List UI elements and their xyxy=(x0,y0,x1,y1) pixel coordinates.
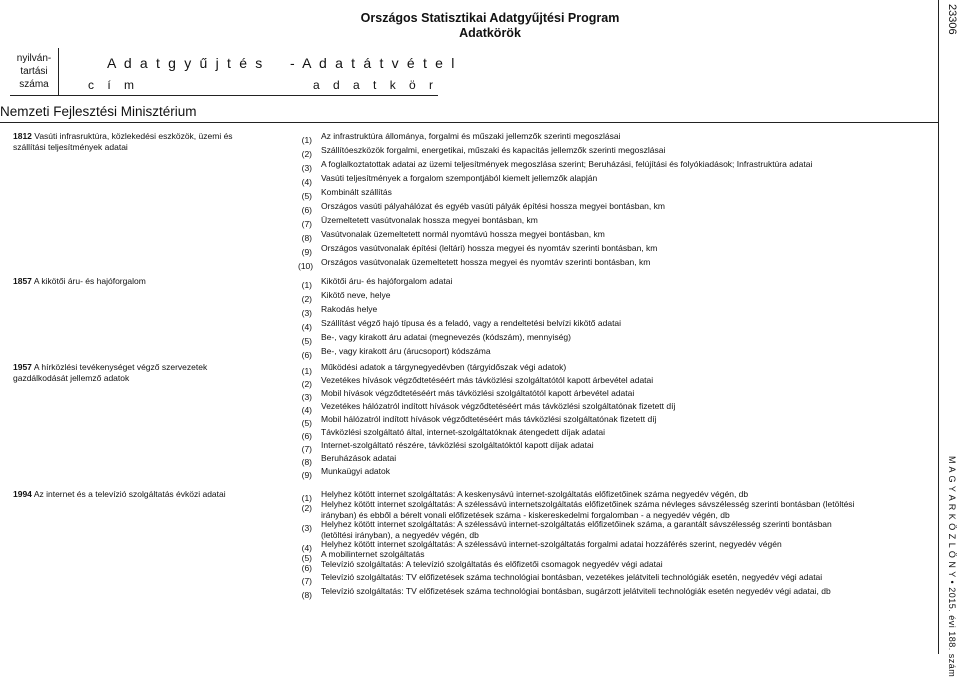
collection-code: 1812 xyxy=(13,131,32,141)
item-description: Országos vasúti pályahálózat és egyéb vasúti pályák építési hossza megyei bontásban, km xyxy=(321,201,665,211)
item-number: (4) xyxy=(301,543,312,553)
item-description: Vasútvonalak üzemeltetett normál nyomtávú hossza megyei bontásban, km xyxy=(321,229,605,239)
item-description: Rakodás helye xyxy=(321,304,378,314)
item-number: (2) xyxy=(301,503,312,513)
item-description: Vasúti teljesítmények a forgalom szempontjából kiemelt jellemzők alapján xyxy=(321,173,598,183)
item-description: Szállítást végző hajó típusa és a feladó, vagy a rendeltetési belvízi kikötő adatai xyxy=(321,318,622,328)
item-description: Kikötői áru- és hajóforgalom adatai xyxy=(321,276,453,286)
item-description: Helyhez kötött internet szolgáltatás: A szélessávú internet-szolgáltatás előfizetőinek száma, a garantált sávszélesség szerinti bontásban (letöltési irányban), a negyedév végén, db xyxy=(321,519,832,540)
item-number: (4) xyxy=(301,177,312,187)
header-divider xyxy=(58,48,59,96)
collection-code: 1857 xyxy=(13,276,32,286)
item-description: Helyhez kötött internet szolgáltatás: A szélessávú internet-szolgáltatás forgalmi adatai hozzáférés szerint, negyedév végén xyxy=(321,539,782,549)
item-description: Országos vasútvonalak építési (leltári) hossza megyei és nyomtáv szerinti bontásban, km xyxy=(321,243,658,253)
item-number: (1) xyxy=(301,493,312,503)
item-description: Be-, vagy kirakott áru (árucsoport) kódszáma xyxy=(321,346,491,356)
item-number: (10) xyxy=(298,261,314,271)
collection-heading: A d a t g y ű j t é s xyxy=(107,55,265,71)
item-description: A foglalkoztatottak adatai az üzemi teljesítmények megoszlása szerint; Beruházási, felújítási és folyókiadások; Infrastruktúra adatai xyxy=(321,159,813,169)
registry-number-label: nyilván- tartási száma xyxy=(16,53,52,90)
item-number: (3) xyxy=(301,308,312,318)
item-description: Helyhez kötött internet szolgáltatás: A keskenysávú internet-szolgáltatás előfizetőinek száma negyedév végén, db xyxy=(321,489,749,499)
page-number: 23306 xyxy=(946,4,958,35)
item-number: (8) xyxy=(301,457,312,467)
reception-heading: - A d a t á t v é t e l xyxy=(290,55,457,71)
item-number: (5) xyxy=(301,191,312,201)
item-description: Országos vasútvonalak üzemeltetett hossza megyei és nyomtáv szerinti bontásban, km xyxy=(321,257,651,267)
item-description: Szállítóeszközök forgalmi, energetikai, műszaki és kapacitás jellemzők szerinti megoszlásai xyxy=(321,145,666,155)
item-description: Távközlési szolgáltató által, internet-szolgáltatóknak átengedett díjak adatai xyxy=(321,427,605,437)
item-number: (4) xyxy=(301,322,312,332)
item-number: (1) xyxy=(301,135,312,145)
collection-name: Az internet és a televízió szolgáltatás évközi adatai xyxy=(31,489,226,499)
item-number: (6) xyxy=(301,205,312,215)
item-number: (7) xyxy=(301,219,312,229)
item-number: (3) xyxy=(301,163,312,173)
program-subtitle: Adatkörök xyxy=(459,26,521,40)
item-description: Kombinált szállítás xyxy=(321,187,392,197)
item-number: (9) xyxy=(301,470,312,480)
item-number: (3) xyxy=(301,392,312,402)
collection-title xyxy=(13,489,278,500)
item-description: Vezetékes hívások végződtetéséért más távközlési szolgáltatótól kapott árbevétel adatai xyxy=(321,375,654,385)
item-number: (1) xyxy=(301,280,312,290)
ministry-rule xyxy=(0,122,938,123)
item-description: Működési adatok a tárgynegyedévben (tárgyidőszak végi adatok) xyxy=(321,362,567,372)
item-description: Beruházások adatai xyxy=(321,453,397,463)
collection-name: A hírközlési tevékenységet végző szervezetek gazdálkodását jellemző adatok xyxy=(13,362,208,383)
item-description: Üzemeltetett vasútvonalak hossza megyei bontásban, km xyxy=(321,215,538,225)
collection-name: A kikötői áru- és hajóforgalom xyxy=(31,276,146,286)
item-description: Internet-szolgáltató részére, távközlési szolgáltatóktól kapott díjak adatai xyxy=(321,440,594,450)
item-description: A mobilinternet szolgáltatás xyxy=(321,548,425,559)
item-number: (8) xyxy=(301,589,312,600)
item-number: (4) xyxy=(301,405,312,415)
item-number: (5) xyxy=(301,418,312,428)
item-number: (5) xyxy=(301,336,312,346)
collection-code: 1994 xyxy=(13,489,32,499)
item-number: (3) xyxy=(301,523,312,533)
program-title: Országos Statisztikai Adatgyűjtési Program xyxy=(360,11,620,25)
item-number: (2) xyxy=(301,294,312,304)
item-number: (6) xyxy=(301,350,312,360)
item-description: Televízió szolgáltatás: TV előfizetések száma technológiai bontásban, vezetékes jelátviteli technológiák esetén, negyedév végi adatai xyxy=(321,572,823,582)
item-number: (2) xyxy=(301,379,312,389)
item-description: Az infrastruktúra állománya, forgalmi és műszaki jellemzők szerinti megoszlásai xyxy=(321,131,621,141)
item-number: (6) xyxy=(301,562,312,573)
scope-subheading: a d a t k ö r xyxy=(313,78,439,92)
item-description: Televízió szolgáltatás: A televízió szolgáltatás és előfizetői csomagok negyedév végi adatai xyxy=(321,558,663,569)
item-description: Mobil hívások végződtetéséért más távközlési szolgáltatótól kapott árbevétel adatai xyxy=(321,388,635,398)
collection-title xyxy=(13,131,278,152)
item-number: (5) xyxy=(301,552,312,563)
item-description: Vezetékes hálózatról indított hívások végződtetéséért más távközlési szolgáltatónak fizetett díj xyxy=(321,401,676,411)
item-description: Be-, vagy kirakott áru adatai (megnevezés (kódszám), mennyiség) xyxy=(321,332,571,342)
collection-code: 1957 xyxy=(13,362,32,372)
item-description: Kikötő neve, helye xyxy=(321,290,391,300)
item-description: Helyhez kötött internet szolgáltatás: A szélessávú internetszolgáltatás előfizetőinek száma névleges sávszélesség szerinti bontásban (letöltési irányban) és ebből a bérelt vonali előfizetések száma - kiskereskedelmi forgalomban - a negyedév végén, db xyxy=(321,499,855,520)
gazette-issue: M A G Y A R K Ö Z L Ö N Y • 2015. évi 188. szám xyxy=(947,456,957,677)
item-description: Mobil hálózatról indított hívások végződtetéséért más távközlési szolgáltatónak fizetett díj xyxy=(321,414,657,424)
item-number: (7) xyxy=(301,444,312,454)
item-number: (7) xyxy=(301,576,312,586)
margin-divider xyxy=(938,0,939,654)
ministry-heading: Nemzeti Fejlesztési Minisztérium xyxy=(0,104,197,119)
item-number: (9) xyxy=(301,247,312,257)
item-number: (6) xyxy=(301,431,312,441)
item-description: Televízió szolgáltatás: TV előfizetések száma technológiai bontásban, sugárzott jelátviteli technológiák esetén negyedév végi adatai, db xyxy=(321,585,831,596)
item-number: (8) xyxy=(301,233,312,243)
collection-name: Vasúti infrasruktúra, közlekedési eszközök, üzemi és szállítási teljesítmények adatai xyxy=(13,131,233,152)
document-title-block xyxy=(240,11,740,41)
item-number: (1) xyxy=(301,366,312,376)
header-bottom-rule xyxy=(10,95,438,96)
collection-title xyxy=(13,362,278,383)
title-subheading: c í m xyxy=(88,78,139,92)
collection-title xyxy=(13,276,278,287)
item-number: (2) xyxy=(301,149,312,159)
item-description: Munkaügyi adatok xyxy=(321,466,390,476)
